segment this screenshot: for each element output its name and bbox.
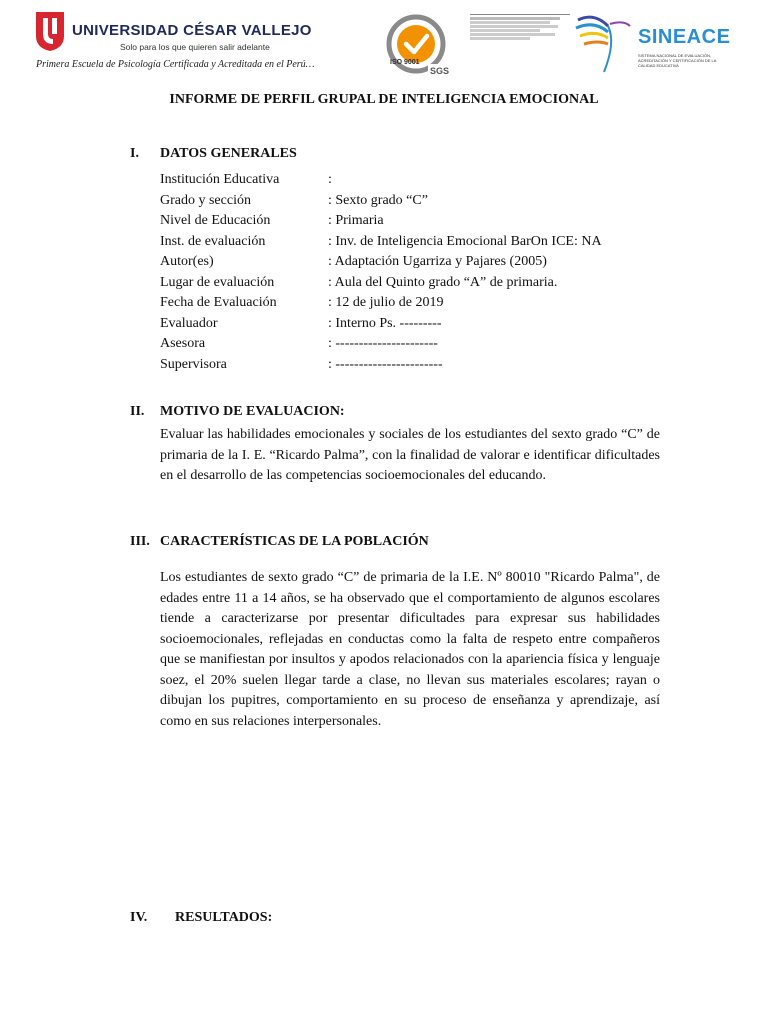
field-value: : Interno Ps. --------- (328, 315, 442, 331)
section-3-number: III. (130, 534, 150, 549)
university-name: UNIVERSIDAD CÉSAR VALLEJO (72, 22, 312, 39)
ucv-logo (34, 8, 312, 60)
sineace-bird-icon (574, 12, 634, 76)
field-value: : Primaria (328, 213, 384, 228)
section-4-number: IV. (130, 910, 148, 925)
section-4-title: RESULTADOS: (175, 910, 273, 925)
document-header (0, 0, 768, 80)
section-3-text: Los estudiantes de sexto grado “C” de primaria de la I.E. Nº 80010 "Ricardo Palma", de edades entre 11 a 14 años, se ha observado que el comportamiento de algunos escolares tiende a caracterizarse por presentar dificultades para expresar sus habilidades socioemocionales, reflejadas en conductas como la falta de respeto entre compañeros que se manifiestan por insultos y apodos relacionados con la apariencia física y lenguaje soez, el 20% suelen llegar tarde a clase, no llevan sus materiales escolares; rayan o dibujan los pupitres, comportamiento en su proceso de enseñanza y aprendizaje, así como en sus relaciones interpersonales. (160, 570, 660, 729)
section-2-number: II. (130, 404, 145, 419)
sineace-logo (574, 12, 731, 76)
field-label: Autor(es) (160, 254, 214, 269)
sgs-label: SGS (430, 66, 450, 76)
section-3-title: CARACTERÍSTICAS DE LA POBLACIÓN (160, 534, 429, 549)
ucv-shield-icon (34, 10, 66, 52)
field-value: : 12 de julio de 2019 (328, 295, 444, 310)
iso-label: ISO 9001 (390, 59, 420, 66)
field-value: : Aula del Quinto grado “A” de primaria. (328, 274, 558, 290)
sineace-description: SISTEMA NACIONAL DE EVALUACIÓN, ACREDITACIÓN Y CERTIFICACIÓN DE LA CALIDAD EDUCATIVA (638, 53, 717, 68)
field-label: Evaluador (160, 315, 218, 331)
section-2-text: Evaluar las habilidades emocionales y sociales de los estudiantes del sexto grado “C” de primaria de la I. E. “Ricardo Palma”, con la finalidad de valorar e identificar dificultades en el desarrollo de las competencias socioemocionales del educando. (160, 427, 660, 483)
school-subtitle: Primera Escuela de Psicología Certificada y Acreditada en el Perú… (36, 59, 315, 70)
field-value: : ---------------------- (328, 336, 438, 351)
iso-certification-logo (384, 14, 464, 78)
section-1-number: I. (130, 146, 139, 161)
section-1-title: DATOS GENERALES (160, 146, 297, 161)
field-value: : ----------------------- (328, 356, 443, 372)
field-label: Institución Educativa (160, 172, 280, 187)
university-tagline: Solo para los que quieren salir adelante (120, 42, 270, 52)
field-label: Grado y sección (160, 192, 251, 208)
field-label: Asesora (160, 336, 206, 351)
field-label: Fecha de Evaluación (160, 295, 277, 310)
field-label: Supervisora (160, 356, 227, 372)
iso-seal-icon (384, 14, 464, 78)
sineace-name: SINEACE (638, 26, 731, 48)
certification-fine-print (470, 14, 570, 41)
field-value: : Sexto grado “C” (328, 192, 428, 208)
field-value: : Inv. de Inteligencia Emocional BarOn ICE: NA (328, 233, 602, 249)
field-label: Nivel de Educación (160, 213, 271, 228)
field-value: : (328, 172, 332, 187)
field-label: Lugar de evaluación (160, 274, 275, 290)
field-label: Inst. de evaluación (160, 233, 266, 249)
field-value: : Adaptación Ugarriza y Pajares (2005) (328, 254, 547, 269)
section-2-title: MOTIVO DE EVALUACION: (160, 404, 345, 419)
document-title: INFORME DE PERFIL GRUPAL DE INTELIGENCIA EMOCIONAL (169, 92, 599, 107)
